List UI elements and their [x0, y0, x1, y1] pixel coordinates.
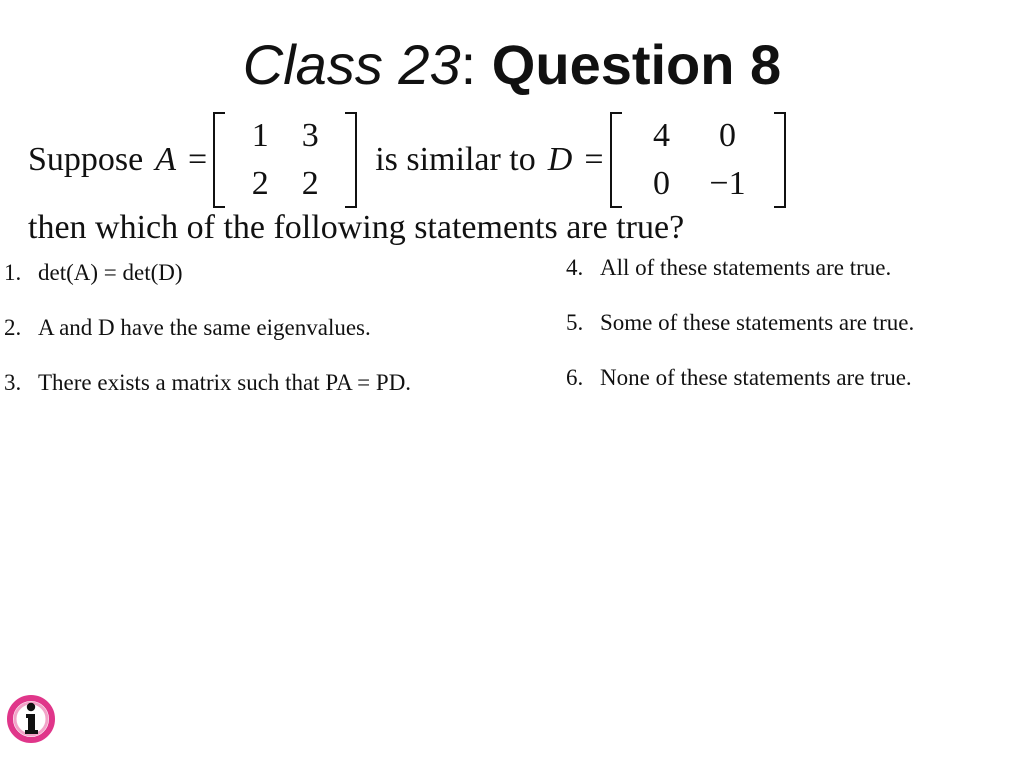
option-text: All of these statements are true. — [600, 255, 892, 280]
right-bracket — [774, 112, 786, 208]
matrix-d-cell: −1 — [709, 165, 746, 202]
question-statement — [28, 110, 792, 210]
matrix-a-cell: 3 — [301, 117, 319, 154]
title-class: Class 23 — [242, 33, 461, 96]
info-i-circle-icon — [6, 694, 56, 744]
option-4[interactable] — [566, 253, 891, 283]
option-number: 4. — [566, 255, 584, 280]
option-6[interactable] — [566, 363, 912, 393]
right-bracket — [345, 112, 357, 208]
option-text: There exists a matrix such that PA = PD. — [38, 370, 412, 395]
matrix-a-cell: 2 — [301, 165, 319, 202]
option-text: det(A) = det(D) — [38, 260, 183, 285]
matrix-a-cell: 2 — [251, 165, 269, 202]
question-prompt: then which of the following statements are true? — [28, 209, 685, 246]
option-text: None of these statements are true. — [600, 365, 912, 390]
option-number: 1. — [4, 260, 22, 285]
similar-to-text: is similar to — [375, 141, 536, 178]
matrix-a-symbol: A — [155, 141, 177, 178]
option-number: 3. — [4, 370, 22, 395]
option-1[interactable] — [4, 258, 183, 288]
equals-sign-a: = — [188, 141, 208, 178]
left-bracket — [610, 112, 622, 208]
option-2[interactable] — [4, 313, 371, 343]
equals-sign-d: = — [584, 141, 604, 178]
matrix-a — [213, 112, 357, 208]
matrix-d-symbol: D — [547, 141, 573, 178]
matrix-d — [610, 112, 786, 208]
option-text: Some of these statements are true. — [600, 310, 915, 335]
left-bracket — [213, 112, 225, 208]
slide-title — [0, 30, 1024, 100]
option-number: 2. — [4, 315, 22, 340]
option-3[interactable] — [4, 368, 411, 398]
option-number: 6. — [566, 365, 584, 390]
title-question: Question 8 — [491, 33, 782, 96]
matrix-d-cell: 4 — [653, 117, 671, 154]
matrix-a-cell: 1 — [251, 117, 269, 154]
option-number: 5. — [566, 310, 584, 335]
suppose-text: Suppose — [28, 141, 144, 178]
matrix-d-cell: 0 — [653, 165, 671, 202]
matrix-d-cell: 0 — [719, 117, 737, 154]
title-colon: : — [460, 33, 492, 96]
option-text: A and D have the same eigenvalues. — [38, 315, 371, 340]
option-5[interactable] — [566, 308, 914, 338]
